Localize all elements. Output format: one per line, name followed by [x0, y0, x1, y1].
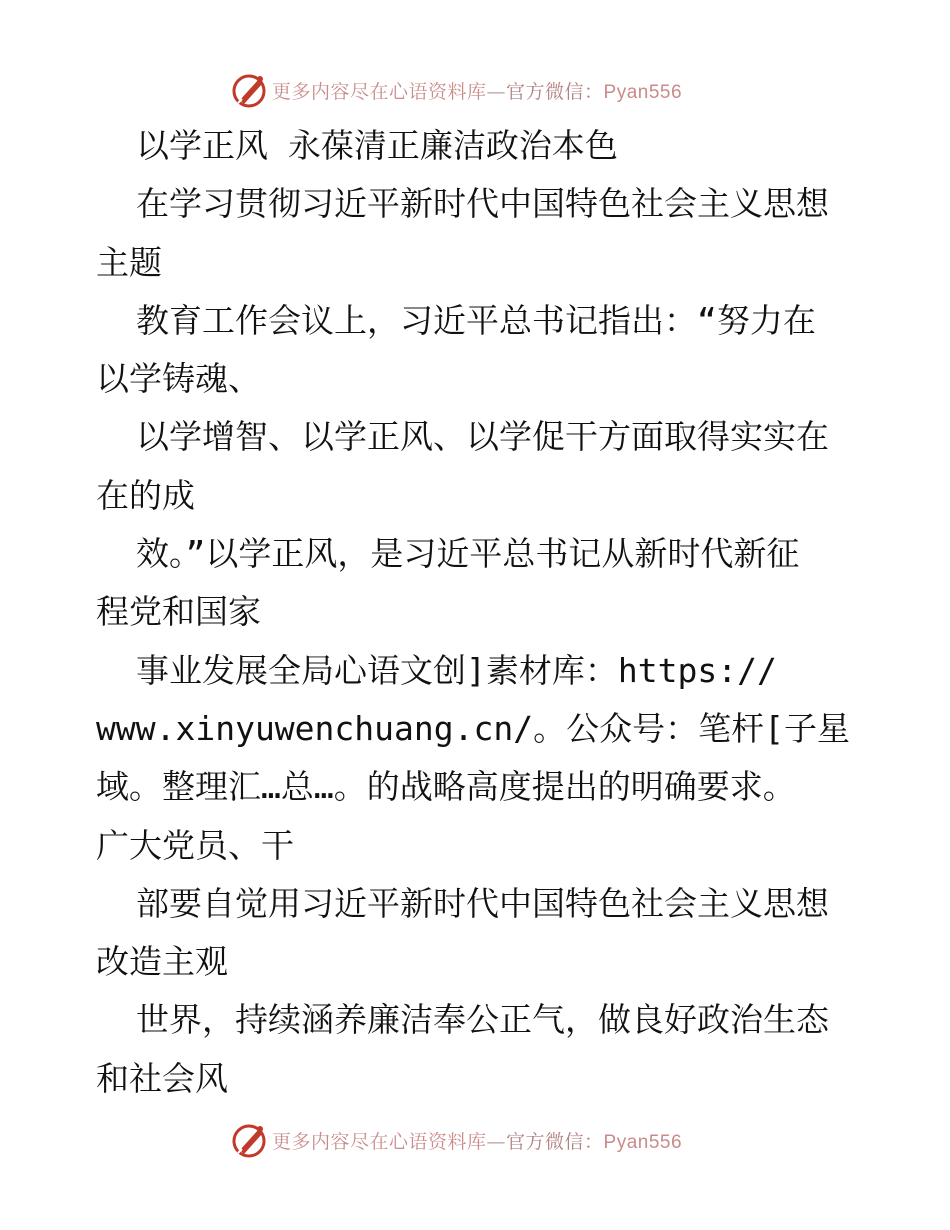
pen-logo-icon [230, 70, 270, 110]
paragraph-line: 改造主观 [96, 942, 228, 982]
paragraph-line: 程党和国家 [96, 592, 261, 632]
paragraph-line: 广大党员、干 [96, 825, 294, 865]
paragraph-line: 在的成 [96, 475, 195, 515]
footer-banner-wechat-label: 官方微信： [506, 1130, 604, 1153]
paragraph-line: 事业发展全局心语文创]素材库：https:// [136, 650, 777, 690]
header-banner-title: 更多内容尽在心语资料库 [272, 80, 487, 103]
footer-banner-separator: — [486, 1130, 507, 1153]
document-title: 以学正风 永葆清正廉洁政治本色 [136, 126, 618, 165]
paragraph-line: www.xinyuwenchuang.cn/。公众号：笔杆[子星 [96, 708, 850, 748]
footer-banner-title: 更多内容尽在心语资料库 [272, 1130, 487, 1153]
footer-banner [230, 1120, 730, 1160]
paragraph-line: 教育工作会议上，习近平总书记指出：“努力在 [136, 300, 816, 340]
paragraph-line: 主题 [96, 242, 162, 282]
header-banner-text [272, 77, 682, 104]
paragraph-line: 域。整理汇…总…。的战略高度提出的明确要求。 [96, 767, 796, 807]
paragraph-line: 和社会风 [96, 1058, 228, 1098]
paragraph-line: 世界，持续涵养廉洁奉公正气，做良好政治生态 [136, 1000, 829, 1040]
pen-logo-icon [230, 1120, 270, 1160]
header-banner [230, 70, 730, 110]
paragraph-line: 效。”以学正风，是习近平总书记从新时代新征 [136, 534, 800, 574]
header-banner-separator: — [486, 80, 507, 103]
paragraph-line: 部要自觉用习近平新时代中国特色社会主义思想 [136, 883, 829, 923]
paragraph-line: 在学习贯彻习近平新时代中国特色社会主义思想 [136, 184, 829, 224]
footer-banner-wechat-id: Pyan556 [603, 1131, 683, 1153]
header-banner-wechat-id: Pyan556 [603, 81, 683, 103]
footer-banner-text [272, 1127, 682, 1154]
paragraph-line: 以学铸魂、 [96, 359, 261, 399]
document-body [96, 117, 856, 1108]
header-banner-wechat-label: 官方微信： [506, 80, 604, 103]
paragraph-line: 以学增智、以学正风、以学促干方面取得实实在 [136, 417, 829, 457]
